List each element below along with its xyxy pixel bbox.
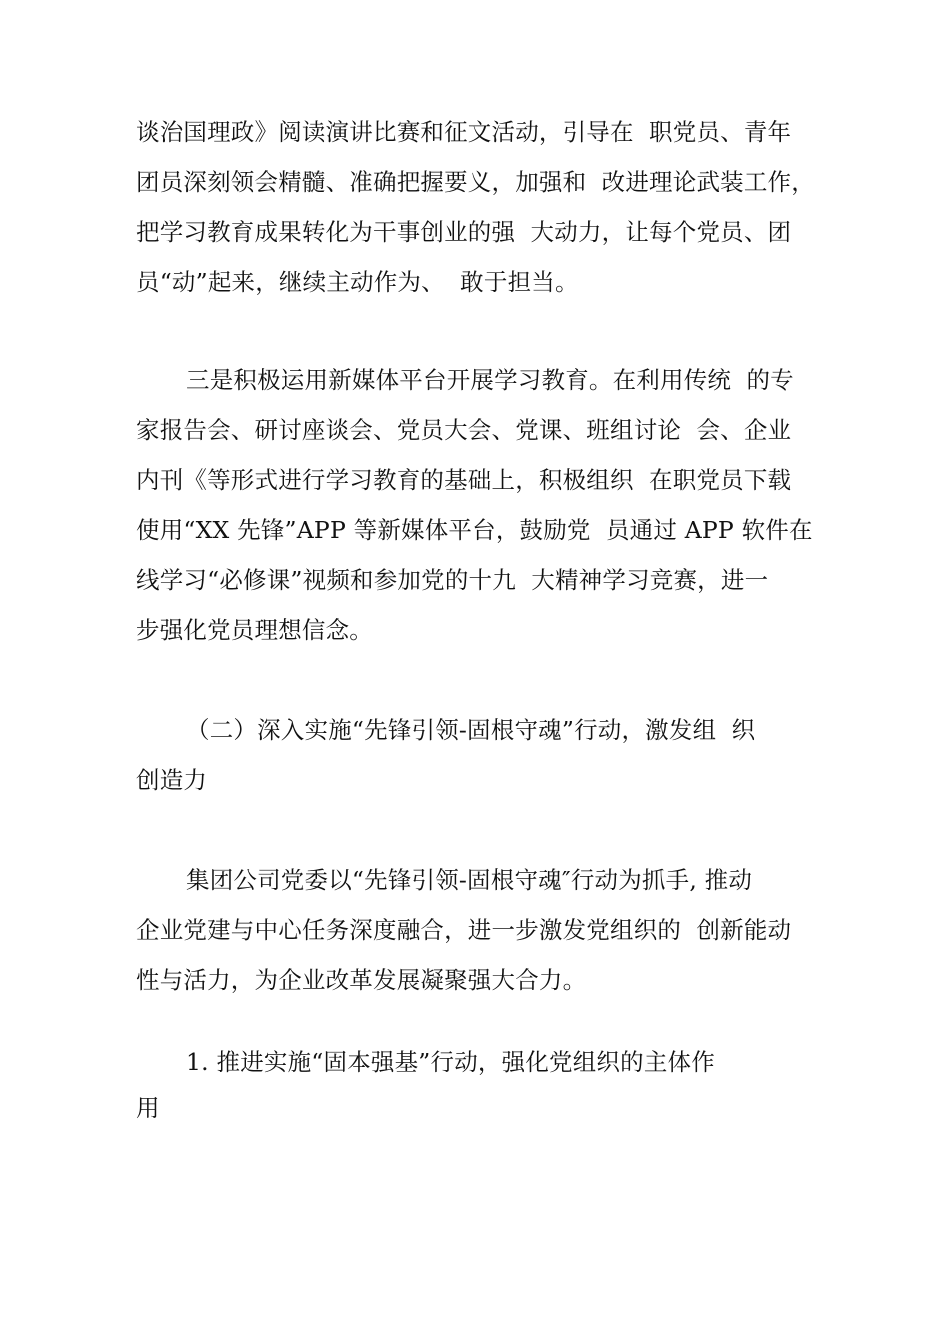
paragraph-line: 员“动”起来，继续主动作为、 敢于担当。 — [136, 268, 579, 296]
paragraph-line: 线学习“必修课”视频和参加党的十九 大精神学习竞赛，进一 — [136, 566, 769, 594]
paragraph-line: 企业党建与中心任务深度融合，进一步激发党组织的 创新能动 — [136, 916, 792, 944]
subheading-line: 1. 推进实施“固本强基”行动，强化党组织的主体作 — [186, 1048, 715, 1076]
paragraph-line: 团员深刻领会精髓、准确把握要义，加强和 改进理论武装工作， — [136, 168, 815, 196]
paragraph-line: 把学习教育成果转化为干事创业的强 大动力，让每个党员、团 — [136, 218, 792, 246]
heading-line: （二）深入实施“先锋引领-固根守魂”行动，激发组 织 — [186, 716, 756, 744]
paragraph-line: 内刊《等形式进行学习教育的基础上，积极组织 在职党员下载 — [136, 466, 792, 494]
heading-line: 创造力 — [136, 766, 208, 794]
paragraph-line: 三是积极运用新媒体平台开展学习教育。在利用传统 的专 — [186, 366, 794, 394]
paragraph-line: 家报告会、研讨座谈会、党员大会、党课、班组讨论 会、企业 — [136, 416, 792, 444]
paragraph-line: 集团公司党委以“先锋引领-固根守魂″行动为抓手, 推动 — [186, 866, 753, 894]
paragraph-line: 性与活力，为企业改革发展凝聚强大合力。 — [136, 966, 587, 994]
paragraph-line: 使用“XX 先锋”APP 等新媒体平台，鼓励党 员通过 APP 软件在 — [136, 516, 813, 544]
paragraph-line: 谈治国理政》阅读演讲比赛和征文活动，引导在 职党员、青年 — [136, 118, 792, 146]
paragraph-line: 步强化党员理想信念。 — [136, 616, 373, 644]
subheading-line: 用 — [136, 1094, 160, 1122]
